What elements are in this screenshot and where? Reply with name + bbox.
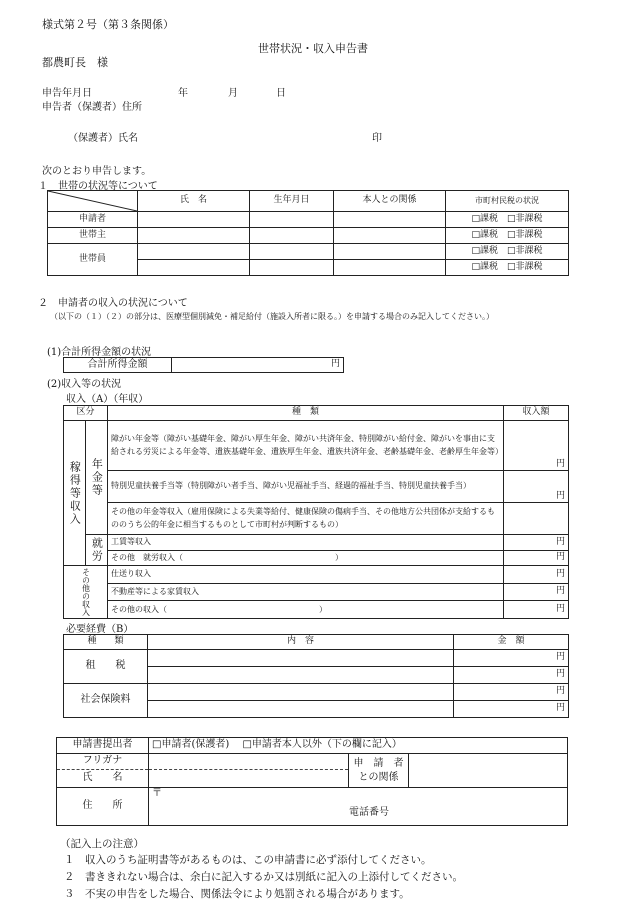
applicant-relation-cell[interactable] [334, 212, 446, 228]
section2-title: ２ 申請者の収入の状況について [38, 298, 188, 309]
notes-title: （記入上の注意） [60, 838, 144, 850]
other-allowance: 仕送り収入 [108, 566, 504, 584]
work-wage-amount[interactable] [504, 535, 569, 551]
pension-disability-amount[interactable] [504, 421, 569, 471]
member1-relation-cell[interactable] [334, 244, 446, 260]
submitter-options [149, 738, 568, 754]
col-relation: 本人との関係 [334, 191, 446, 212]
pension-disability: 障がい年金等（障がい基礎年金、障がい厚生年金、障がい共済年金、特別障がい給付金、障がいを事由に支給される労災による年金等、遺族基礎年金、遺族厚生年金、遺族共済年金、老齢基礎年金、老齢厚生年金等） [108, 421, 504, 471]
col-name: 氏 名 [138, 191, 250, 212]
relation-label-line2: との関係 [358, 771, 399, 783]
section2-note: （以下の（１）（２）の部分は、医療型個別減免・補足給付（施設入所者に限る。）を申請する場合のみ記入してください。） [50, 312, 494, 321]
applicant-tax-options[interactable]: □課税 □非課税 [446, 212, 569, 228]
row-member: 世帯員 [48, 244, 138, 276]
exp-insurance-label: 社会保険料 [64, 684, 148, 718]
total-income-amount[interactable] [172, 358, 344, 373]
diagonal-cell [48, 191, 138, 212]
intro-text: 次のとおり申告します。 [42, 166, 152, 177]
member2-birth-cell[interactable] [250, 260, 334, 276]
furigana-field[interactable] [149, 754, 349, 770]
relation-label [349, 754, 409, 788]
exp-tax-label: 租 税 [64, 650, 148, 684]
household-table [47, 190, 569, 276]
head-name-cell[interactable] [138, 228, 250, 244]
name-field[interactable] [149, 770, 349, 788]
col-birth: 生年月日 [250, 191, 334, 212]
exp-insurance-content-2[interactable] [148, 701, 454, 718]
income-table [63, 405, 569, 619]
submitter-table [56, 737, 568, 826]
applicant-birth-cell[interactable] [250, 212, 334, 228]
postal-mark: 〒 [152, 788, 162, 799]
category-work: 就労 [86, 535, 108, 566]
income-heading: (2)収入等の状況 [47, 379, 122, 390]
work-other-amount[interactable] [504, 550, 569, 566]
exp-tax-content-2[interactable] [148, 667, 454, 684]
category-earned: 稼得等収入 [64, 421, 86, 566]
exp-col-type: 種 類 [64, 635, 148, 650]
relation-field[interactable] [409, 754, 568, 788]
exp-insurance-content-1[interactable] [148, 684, 454, 701]
pension-other-amount[interactable] [504, 503, 569, 535]
other-allowance-amount[interactable] [504, 566, 569, 584]
category-pension: 年金等 [86, 421, 108, 535]
head-birth-cell[interactable] [250, 228, 334, 244]
day-label: 日 [276, 88, 286, 99]
seal-mark: 印 [372, 133, 382, 144]
work-other: その他 就労収入（ ） [108, 550, 504, 566]
col-tax: 市町村民税の状況 [446, 191, 569, 212]
yen-unit: 円 [556, 490, 566, 501]
name-label: 氏 名 [57, 770, 149, 788]
addressee: 都農町長 様 [42, 56, 108, 69]
yen-unit: 円 [556, 552, 566, 563]
yen-unit: 円 [330, 359, 340, 370]
yen-unit: 円 [555, 669, 565, 680]
row-head: 世帯主 [48, 228, 138, 244]
other-rent-amount[interactable] [504, 583, 569, 601]
address-field[interactable] [149, 788, 568, 826]
head-tax-options[interactable]: □課税 □非課税 [446, 228, 569, 244]
note-1: １ 収入のうち証明書等があるものは、この申請書に必ず添付してください。 [64, 854, 432, 866]
year-label: 年 [178, 88, 188, 99]
exp-insurance-amount-1[interactable] [454, 684, 569, 701]
exp-col-content: 内 容 [148, 635, 454, 650]
total-income-label: 合計所得金額 [64, 358, 172, 373]
exp-insurance-amount-2[interactable] [454, 701, 569, 718]
submitter-label: 申請書提出者 [57, 738, 149, 754]
income-col-category: 区分 [64, 406, 108, 421]
expenses-table [63, 634, 569, 718]
head-relation-cell[interactable] [334, 228, 446, 244]
exp-col-amount: 金 額 [454, 635, 569, 650]
total-income-table [63, 357, 344, 373]
applicant-name-cell[interactable] [138, 212, 250, 228]
pension-child-allowance: 特別児童扶養手当等（特別障がい者手当、障がい児福祉手当、経過的福祉手当、特別児童扶養手当） [108, 471, 504, 503]
exp-tax-amount-2[interactable] [454, 667, 569, 684]
pension-other: その他の年金等収入（雇用保険による失業等給付、健康保険の傷病手当、その他地方公共団体が支給するもののうち公的年金に相当するものとして市町村が判断するもの） [108, 503, 504, 535]
expenses-title: 必要経費（B） [66, 624, 134, 635]
submitter-option-self[interactable]: □申請者(保護者) [152, 739, 230, 751]
member2-name-cell[interactable] [138, 260, 250, 276]
category-other: その他の収入 [64, 566, 108, 619]
member1-birth-cell[interactable] [250, 244, 334, 260]
form-title: 世帯状況・収入申告書 [258, 42, 368, 55]
yen-unit: 円 [556, 568, 566, 579]
note-3: ３ 不実の申告をした場合、関係法令により処罰される場合があります。 [64, 888, 410, 900]
income-col-amount: 収入額 [504, 406, 569, 421]
yen-unit: 円 [556, 586, 566, 597]
pension-child-allowance-amount[interactable] [504, 471, 569, 503]
note-2: ２ 書ききれない場合は、余白に記入するか又は別紙に記入の上添付してください。 [64, 871, 463, 883]
income-col-type: 種 類 [108, 406, 504, 421]
yen-unit: 円 [556, 604, 566, 615]
exp-tax-amount-1[interactable] [454, 650, 569, 667]
member2-tax-options[interactable]: □課税 □非課税 [446, 260, 569, 276]
exp-tax-content-1[interactable] [148, 650, 454, 667]
guardian-name-label: （保護者）氏名 [68, 133, 138, 144]
yen-unit: 円 [555, 703, 565, 714]
row-applicant: 申請者 [48, 212, 138, 228]
phone-label: 電話番号 [349, 807, 389, 818]
form-number: 様式第２号（第３条関係） [42, 18, 174, 31]
member2-relation-cell[interactable] [334, 260, 446, 276]
yen-unit: 円 [556, 458, 566, 469]
work-wage: 工賃等収入 [108, 535, 504, 551]
relation-label-line1: 申 請 者 [353, 757, 404, 769]
furigana-label: フリガナ [57, 754, 149, 770]
member1-name-cell[interactable] [138, 244, 250, 260]
total-income-heading: (1)合計所得金額の状況 [47, 347, 152, 358]
yen-unit: 円 [556, 536, 566, 547]
yen-unit: 円 [555, 686, 565, 697]
month-label: 月 [228, 88, 238, 99]
yen-unit: 円 [555, 652, 565, 663]
member1-tax-options[interactable]: □課税 □非課税 [446, 244, 569, 260]
submitter-option-other[interactable]: □申請者本人以外（下の欄に記入） [242, 739, 402, 751]
address-label: 申告者（保護者）住所 [42, 102, 142, 113]
section1-title: １ 世帯の状況等について [38, 181, 158, 192]
other-rent: 不動産等による家賃収入 [108, 583, 504, 601]
other-misc: その他の収入（ ） [108, 601, 504, 619]
address-field-label: 住 所 [57, 788, 149, 826]
date-label: 申告年月日 [42, 88, 92, 99]
other-misc-amount[interactable] [504, 601, 569, 619]
income-a-label: 収入（A）（年収） [66, 394, 149, 405]
